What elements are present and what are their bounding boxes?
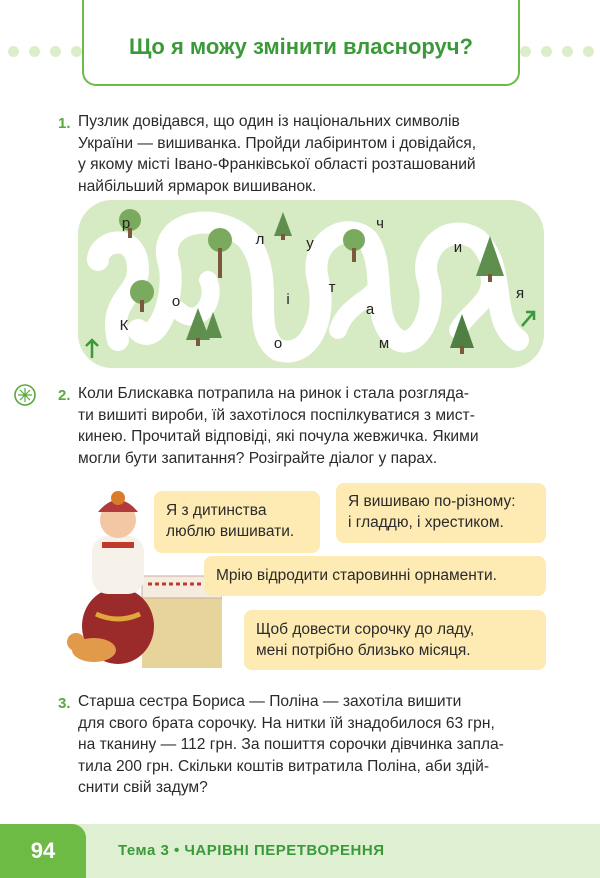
page-title: Що я можу змінити власноруч? [129,34,473,59]
maze-letter: р [121,215,131,232]
bubble-line: Я з дитинства [166,502,267,519]
page-number: 94 [0,824,86,878]
task-1-line: у якому місті Івано-Франківської області розташований [78,156,476,173]
bubble-line: мені потрібно близько місяця. [256,642,471,659]
task-2-line: Коли Блискавка потрапила на ринок і стала розгляда- [78,385,469,402]
maze-letter: и [453,239,463,256]
topic-label: Тема 3 • ЧАРІВНІ ПЕРЕТВОРЕННЯ [118,842,385,859]
maze-letter: м [378,335,390,352]
cat-icon [67,633,85,651]
maze-letter: у [306,235,314,252]
task-2-text [78,383,546,469]
task-1-line: Пузлик довідався, що один із національних символів [78,113,460,130]
blouse-pattern [102,542,134,548]
task-3-line: снити свій задум? [78,779,208,796]
maze-letter: л [255,231,265,248]
maze-letter: о [171,293,181,310]
table-cloth [142,592,222,668]
task-2-line: ти вишиті вироби, їй захотілося поспілкуватися з мист- [78,406,475,424]
bubble-line: і гладдю, і хрестиком. [348,514,504,531]
speech-bubble [244,610,546,670]
task-2-number: 2. [58,387,71,404]
task-3-text [78,691,546,799]
task-2-line: могли бути запитання? Розіграйте діалог у парах. [78,449,438,467]
task-1-text [78,111,546,197]
maze-letter: т [328,279,336,296]
task-3-line: на тканину — 112 грн. За пошиття сорочки дівчинка запла- [78,736,504,753]
task-2-line: кинею. Прочитай відповіді, які почула жевжичка. Якими [78,428,479,445]
bubble-line: Щоб довести сорочку до ладу, [256,621,475,638]
maze-illustration [78,200,544,368]
maze-letter: о [273,335,283,352]
maze-letter: і [286,291,290,308]
task-3-line: Старша сестра Бориса — Поліна — захотіла вишити [78,693,462,710]
decorative-dots-right [520,46,600,57]
bubble-line: Я вишиваю по-різному: [348,493,516,510]
task-1-number: 1. [58,115,71,132]
task-3-line: тила 200 грн. Скільки коштів витратила Поліна, аби здій- [78,757,490,775]
task-3-line: для свого брата сорочку. На нитки їй знадобилося 63 грн, [78,714,495,732]
headscarf-knot [111,491,125,505]
maze-letter: К [119,317,129,334]
maze-letter: я [515,285,525,302]
bubble-line: Мрію відродити старовинні орнаменти. [216,567,497,584]
speech-bubble [154,491,320,553]
maze-letter: а [365,301,375,318]
title-box [82,0,520,86]
speech-bubble [336,483,546,543]
bubble-line: люблю вишивати. [166,523,295,540]
maze-letter: ч [376,215,384,232]
task-3-number: 3. [58,695,71,712]
task-1-line: України — вишиванка. Пройди лабіринтом і довідайся, [78,134,477,152]
pair-work-icon [12,382,38,408]
speech-bubble [204,556,546,596]
task-1-line: найбільший ярмарок вишиванок. [78,177,317,195]
